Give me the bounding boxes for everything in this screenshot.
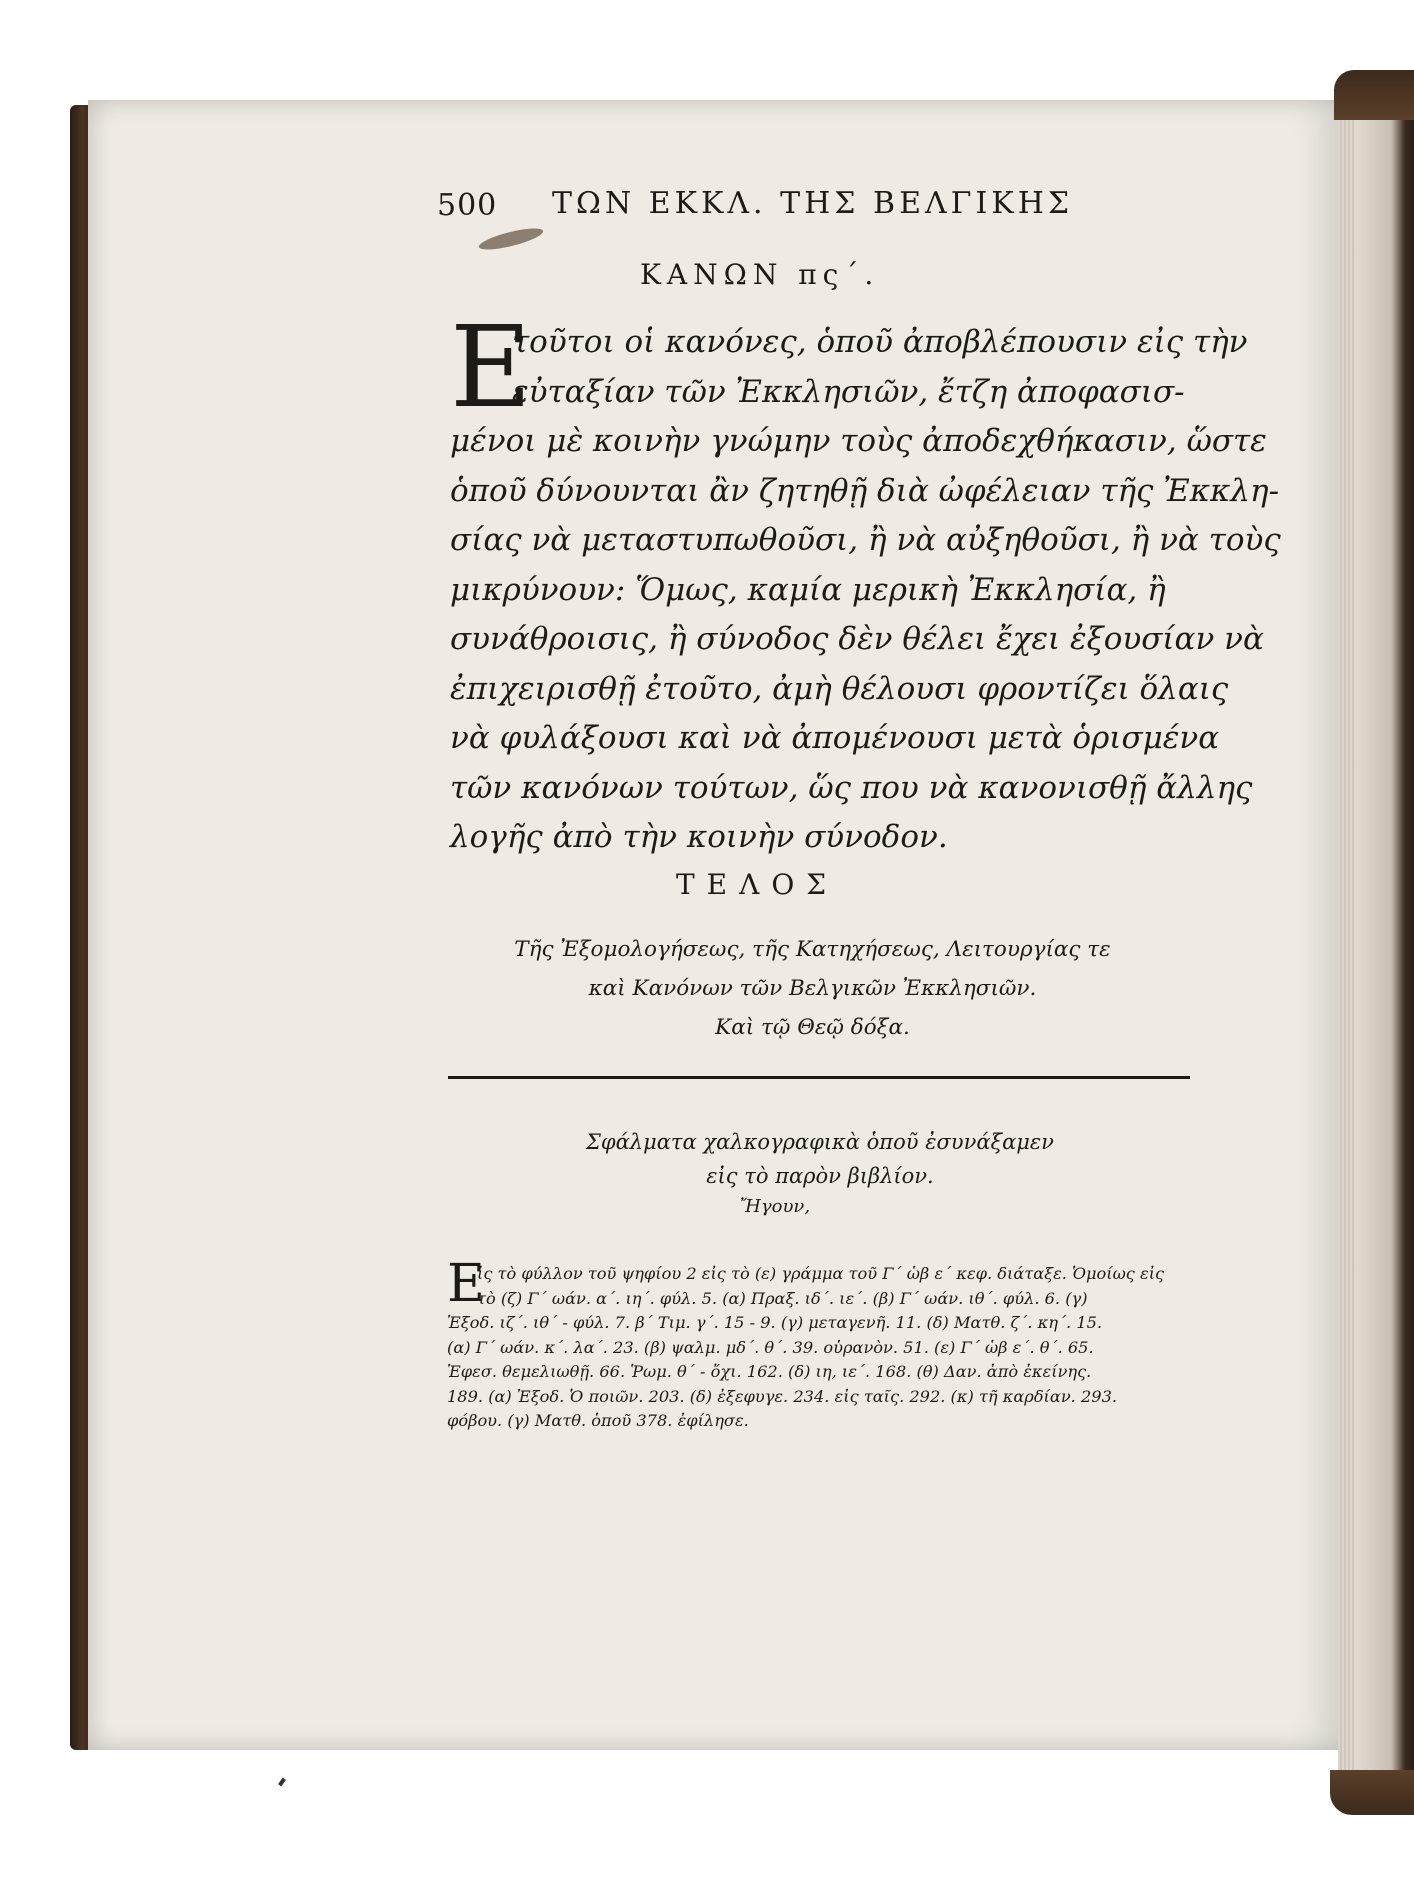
errata-line: ἰς τὸ φύλλον τοῦ ψηφίου 2 εἰς τὸ (ε) γράμμα τοῦ Γ΄ ὡβ ε΄ κεφ. διάταξε. Ὁμοίως εἰς xyxy=(477,1264,1165,1283)
canon-line: ὁποῦ δύνουνται ἂν ζητηθῇ διὰ ὠφέλειαν τῆς Ἐκκλη- xyxy=(450,472,1280,509)
binding-bottom xyxy=(1330,1770,1414,1815)
canon-line: τοῦτοι οἱ κανόνες, ὁποῦ ἀποβλέπουσιν εἰς τὴν xyxy=(512,324,1248,360)
errata-text xyxy=(447,1262,1187,1434)
canon-line: τῶν κανόνων τούτων, ὥς που νὰ κανονισθῇ ἄλλης xyxy=(450,769,1253,806)
errata-title xyxy=(490,1125,1150,1193)
canon-title: ΚΑΝΩΝ πς΄. xyxy=(640,258,880,291)
page-mark xyxy=(278,1778,286,1787)
errata-line: Ἐξοδ. ιζ΄. ιθ΄ - φύλ. 7. β΄ Τιμ. γ΄. 15 - 9. (γ) μεταγενῆ. 11. (δ) Ματθ. ζ΄. κη΄. 15. xyxy=(447,1313,1103,1332)
canon-line: μικρύνουν: Ὅμως, καμία μερικὴ Ἐκκλησία, ἢ xyxy=(450,571,1166,608)
colophon-line: Καὶ τῷ Θεῷ δόξα. xyxy=(715,1015,910,1040)
colophon xyxy=(440,930,1185,1047)
canon-line: συνάθροισις, ἢ σύνοδος δὲν θέλει ἔχει ἐξουσίαν νὰ xyxy=(450,621,1264,657)
errata-line: φόβου. (γ) Ματθ. ὁποῦ 378. ἐφίλησε. xyxy=(447,1411,749,1430)
canon-line: νὰ φυλάξουσι καὶ νὰ ἀπομένουσι μετὰ ὁρισμένα xyxy=(450,720,1220,756)
errata-drop-cap: Ε xyxy=(447,1254,485,1314)
book-spine-right xyxy=(1338,85,1414,1805)
running-title: ΤΩΝ ΕΚΚΛ. ΤΗΣ ΒΕΛΓΙΚΗΣ xyxy=(552,186,1074,221)
canon-line: εὐταξίαν τῶν Ἐκκλησιῶν, ἔτζη ἀποφασισ- xyxy=(512,373,1185,410)
canon-drop-cap: Ε xyxy=(450,303,532,433)
canon-line: σίας νὰ μεταστυπωθοῦσι, ἢ νὰ αὐξηθοῦσι, ἢ νὰ τοὺς xyxy=(450,522,1281,558)
binding-top xyxy=(1334,70,1414,120)
telos-heading: ΤΕΛΟΣ xyxy=(676,868,839,901)
canon-line: λογῆς ἀπὸ τὴν κοινὴν σύνοδον. xyxy=(450,819,948,855)
errata-line: 189. (α) Ἐξοδ. Ὁ ποιῶν. 203. (δ) ἐξεφυγε. 234. εἰς ταῖς. 292. (κ) τῆ καρδίαν. 293. xyxy=(447,1386,1118,1406)
page-number: 500 xyxy=(437,188,498,223)
horizontal-rule xyxy=(448,1076,1190,1079)
errata-title-line: εἰς τὸ παρὸν βιβλίον. xyxy=(706,1164,934,1188)
errata-line: Ἐφεσ. θεμελιωθῇ. 66. Ῥωμ. θ΄ - ὄχι. 162. (δ) ιη, ιε΄. 168. (θ) Δαν. ἀπὸ ἐκείνης. xyxy=(447,1362,1092,1381)
colophon-line: καὶ Κανόνων τῶν Βελγικῶν Ἐκκλησιῶν. xyxy=(588,976,1037,1001)
errata-title-line: Σφάλματα χαλκογραφικὰ ὁποῦ ἐσυνάξαμεν xyxy=(586,1130,1054,1154)
page-edges xyxy=(1338,85,1354,1805)
canon-line: μένοι μὲ κοινὴν γνώμην τοὺς ἀποδεχθήκασιν, ὥστε xyxy=(450,423,1267,459)
errata-line: τὸ (ζ) Γ΄ ωάν. α΄. ιη΄. φύλ. 5. (α) Πραξ. ιδ΄. ιε΄. (β) Γ΄ ωάν. ιθ΄. φύλ. 6. (γ) xyxy=(477,1288,1088,1308)
errata-line: (α) Γ΄ ωάν. κ΄. λα΄. 23. (β) ψαλμ. μδ΄. θ΄. 39. οὐρανὸν. 51. (ε) Γ΄ ὡβ ε΄. θ΄. 65. xyxy=(447,1337,1094,1357)
colophon-line: Τῆς Ἐξομολογήσεως, τῆς Κατηχήσεως, Λειτουργίας τε xyxy=(514,937,1111,962)
canon-line: ἐπιχειρισθῇ ἐτοῦτο, ἀμὴ θέλουσι φροντίζει ὅλαις xyxy=(450,670,1229,707)
errata-subheading: Ἤγουν, xyxy=(740,1196,811,1217)
canon-text xyxy=(450,318,1281,863)
